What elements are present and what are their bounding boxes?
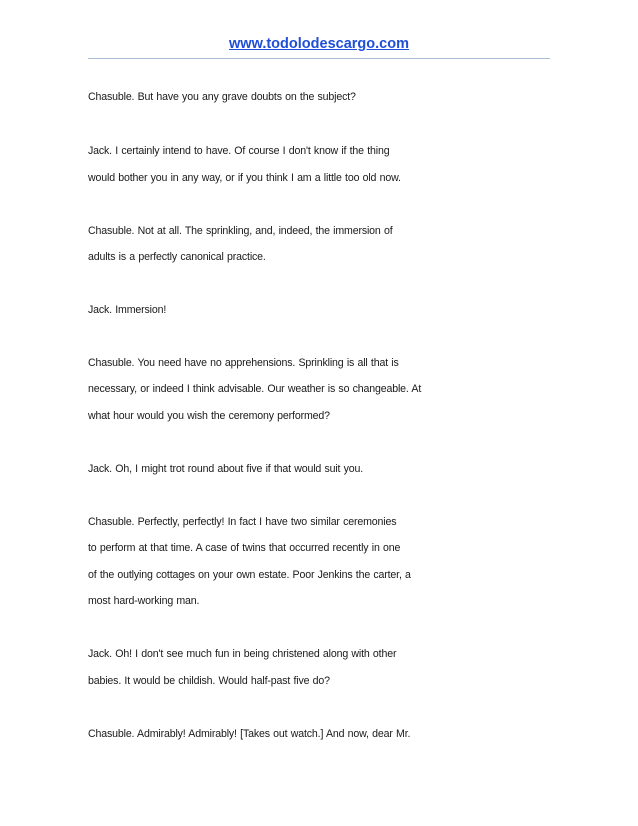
text-line: Jack. I certainly intend to have. Of course I don't know if the thing: [88, 145, 390, 157]
text-line: Jack. Oh! I don't see much fun in being christened along with other: [88, 648, 397, 660]
text-line: adults is a perfectly canonical practice.: [88, 251, 266, 263]
text-line: Chasuble. Perfectly, perfectly! In fact I have two similar ceremonies: [88, 516, 397, 528]
header-divider: [88, 58, 550, 59]
text-line: would bother you in any way, or if you think I am a little too old now.: [88, 172, 401, 184]
text-line: Chasuble. But have you any grave doubts on the subject?: [88, 91, 356, 103]
text-line: Chasuble. You need have no apprehensions. Sprinkling is all that is: [88, 357, 399, 369]
text-line: Jack. Oh, I might trot round about five if that would suit you.: [88, 463, 364, 475]
text-line: Chasuble. Not at all. The sprinkling, and, indeed, the immersion of: [88, 225, 393, 237]
text-line: necessary, or indeed I think advisable. Our weather is so changeable. At: [88, 383, 422, 395]
text-line: to perform at that time. A case of twins that occurred recently in one: [88, 542, 401, 554]
text-line: Chasuble. Admirably! Admirably! [Takes out watch.] And now, dear Mr.: [88, 728, 411, 740]
text-line: most hard-working man.: [88, 595, 200, 607]
website-link[interactable]: www.todolodescargo.com: [229, 36, 409, 52]
text-line: babies. It would be childish. Would half-past five do?: [88, 675, 330, 687]
text-line: what hour would you wish the ceremony performed?: [88, 410, 330, 422]
text-line: Jack. Immersion!: [88, 304, 167, 316]
text-line: of the outlying cottages on your own estate. Poor Jenkins the carter, a: [88, 569, 411, 581]
